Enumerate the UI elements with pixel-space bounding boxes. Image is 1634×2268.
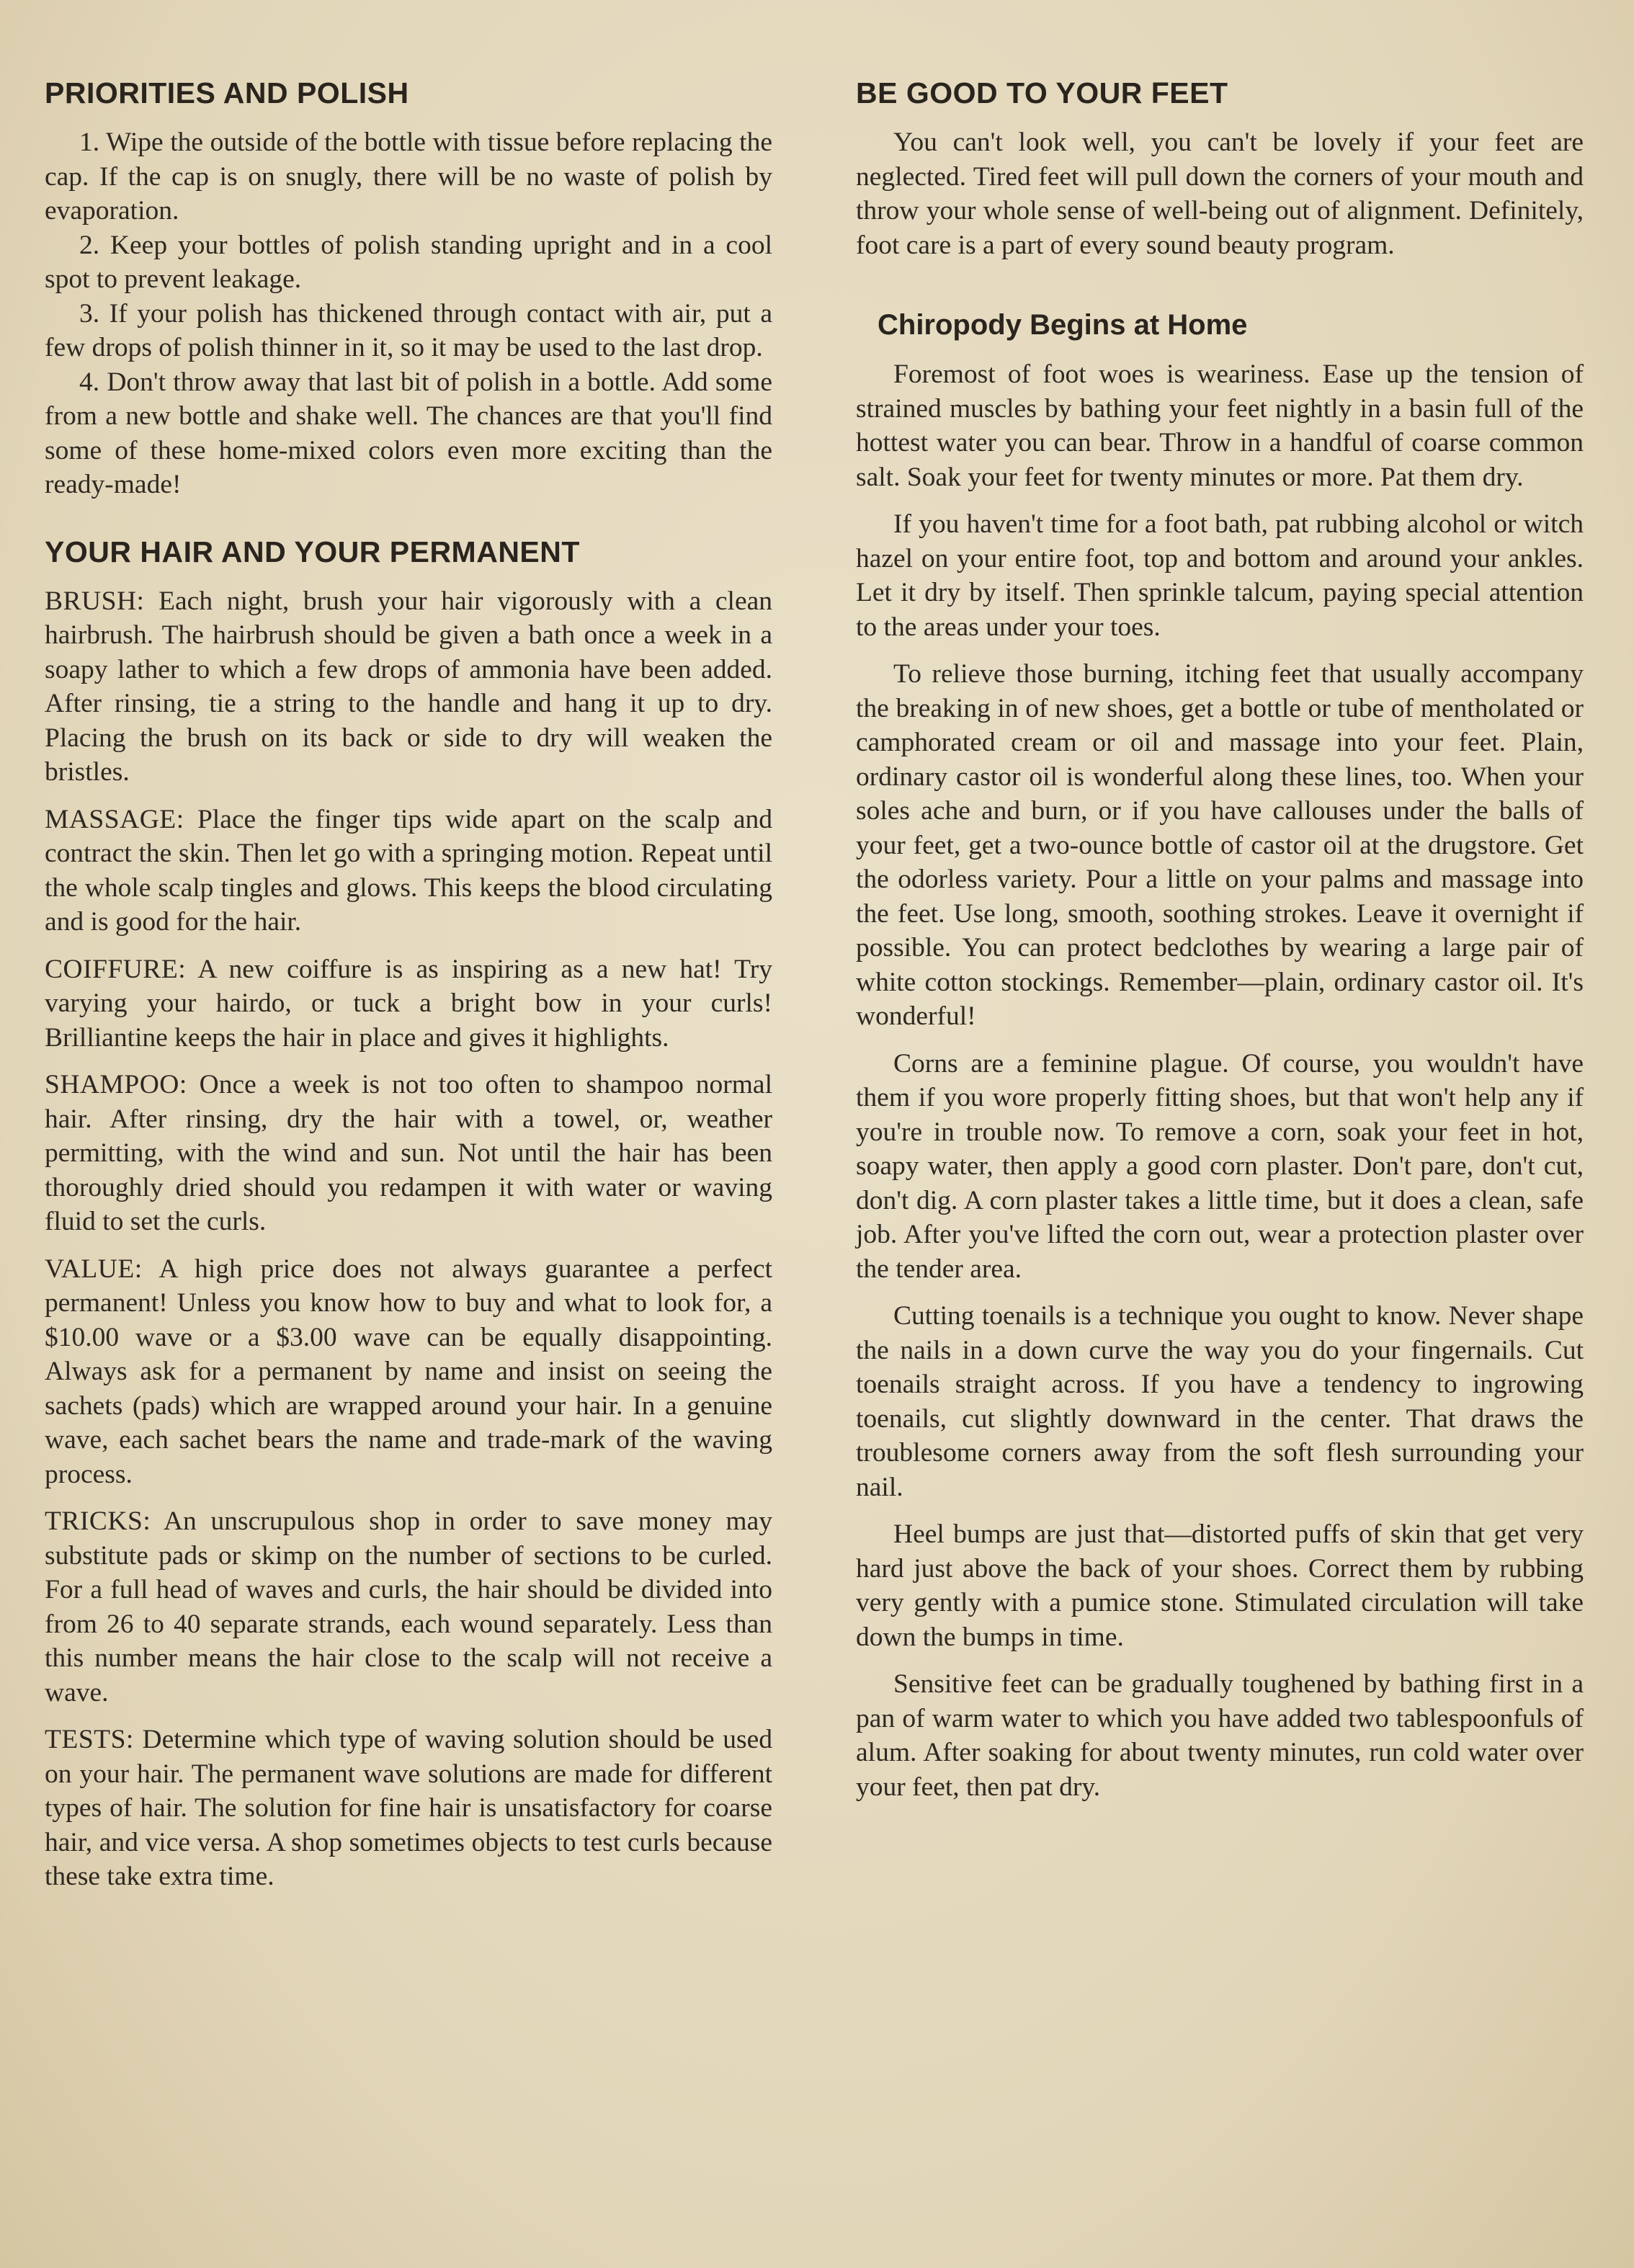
right-column [856, 75, 1584, 1817]
chiropody-paragraph: Cutting toenails is a technique you ought to know. Never shape the nails in a down curve the way you do your fingernails. Cut toenails straight across. If you have a tendency to ingrowing toenails, cut slightly downward in the center. That draws the troublesome corners away from the soft flesh surrounding your nail. [856, 1301, 1584, 1502]
hair-entry-massage [45, 803, 772, 939]
priorities-section [45, 75, 772, 502]
hair-entry-coiffure [45, 952, 772, 1055]
chiropody-paragraph: Sensitive feet can be gradually toughened by bathing first in a pan of warm water to which you have added two tablespoonfuls of alum. After soaking for about twenty minutes, run cold water over your feet, then pat dry. [856, 1669, 1584, 1802]
priorities-list [45, 125, 772, 502]
priorities-heading: PRIORITIES AND POLISH [45, 76, 409, 110]
hair-entry-text: Once a week is not too often to shampoo normal hair. After rinsing, dry the hair with a towel, or, weather permitting, with the wind and sun. Not until the hair has been thoroughly dried should you redampen it with water or waving fluid to set the curls. [45, 1070, 772, 1236]
hair-entry-text: Determine which type of waving solution should be used on your hair. The permanent wave solutions are made for different types of hair. The solution for fine hair is unsatisfactory for coarse hair, and vice versa. A shop sometimes objects to test curls because these take extra time. [45, 1725, 772, 1891]
hair-entry-term: TESTS: [45, 1725, 134, 1754]
section-spacer [45, 502, 772, 534]
hair-entry-term: SHAMPOO: [45, 1070, 187, 1099]
chiropody-paragraph: Corns are a feminine plague. Of course, you wouldn't have them if you wore properly fitting shoes, but that won't help any if you're in trouble now. To remove a corn, soak your feet in hot, soapy water, then apply a good corn plaster. Don't pare, don't cut, don't dig. A corn plaster takes a little time, but it does a clean, safe job. After you've lifted the corn out, wear a protection plaster over the tender area. [856, 1048, 1584, 1284]
chiropody-paragraph: To relieve those burning, itching feet that usually accompany the breaking in of new shoes, get a bottle or tube of mentholated or camphorated cream or oil and massage into your feet. Plain, ordinary castor oil is wonderful along these lines, too. When your soles ache and burn, or if you have callouses under the balls of your feet, get a two-ounce bottle of castor oil at the drugstore. Get the odorless variety. Pour a little on your palms and massage into the feet. Use long, smooth, soothing strokes. Leave it overnight if possible. You can protect bedclothes by wearing a large pair of white cotton stockings. Remember—plain, ordinary castor oil. It's wonderful! [856, 659, 1584, 1031]
hair-entry-term: COIFFURE: [45, 954, 187, 984]
hair-entry-term: MASSAGE: [45, 804, 184, 834]
hair-entry-tests [45, 1723, 772, 1894]
hair-entry-brush [45, 584, 772, 790]
hair-entry-text: Place the finger tips wide apart on the scalp and contract the skin. Then let go with a springing motion. Repeat until the whole scalp tingles and glows. This keeps the blood circulating and is good for the hair. [45, 804, 772, 937]
feet-intro: You can't look well, you can't be lovely if your feet are neglected. Tired feet will pull down the corners of your mouth and throw your whole sense of well-being out of alignment. Definitely, foot care is a part of every sound beauty program. [856, 128, 1584, 260]
priorities-item-1: 1. Wipe the outside of the bottle with tissue before replacing the cap. If the cap is on snugly, there will be no waste of polish by evaporation. [45, 128, 772, 226]
hair-entry-value [45, 1252, 772, 1492]
left-column [45, 75, 772, 1907]
priorities-item-3: 3. If your polish has thickened through contact with air, put a few drops of polish thinner in it, so it may be used to the last drop. [45, 298, 772, 362]
feet-section [856, 75, 1584, 262]
hair-entry-term: VALUE: [45, 1254, 143, 1284]
hair-entry-shampoo [45, 1068, 772, 1239]
hair-entry-term: BRUSH: [45, 586, 145, 616]
hair-entry-text: A high price does not always guarantee a perfect permanent! Unless you know how to buy and what to look for, a $10.00 wave or a $3.00 wave can be equally disappointing. Always ask for a permanent by name and insist on seeing the sachets (pads) which are wrapped around your hair. In a genuine wave, each sachet bears the name and trade-mark of the waving process. [45, 1254, 773, 1489]
chiropody-heading: Chiropody Begins at Home [878, 309, 1248, 341]
chiropody-paragraph: Foremost of foot woes is weariness. Ease up the tension of strained muscles by bathing your feet nightly in a basin full of the hottest water you can bear. Throw in a handful of coarse common salt. Soak your feet for twenty minutes or more. Pat them dry. [856, 360, 1584, 492]
hair-entry-term: TRICKS: [45, 1506, 151, 1536]
feet-heading: BE GOOD TO YOUR FEET [856, 76, 1228, 110]
hair-heading: YOUR HAIR AND YOUR PERMANENT [45, 535, 580, 568]
section-spacer [856, 275, 1584, 307]
chiropody-paragraph: If you haven't time for a foot bath, pat rubbing alcohol or witch hazel on your entire foot, top and bottom and around your ankles. Let it dry by itself. Then sprinkle talcum, paying special attention to the areas under your toes. [856, 509, 1584, 642]
hair-entry-tricks [45, 1504, 772, 1710]
hair-entry-text: Each night, brush your hair vigorously with a clean hairbrush. The hairbrush should be given a bath once a week in a soapy lather to which a few drops of ammonia have been added. After rinsing, tie a string to the handle and hang it up to dry. Placing the brush on its back or side to dry will weaken the bristles. [45, 586, 772, 787]
priorities-item-4: 4. Don't throw away that last bit of polish in a bottle. Add some from a new bottle and shake well. The chances are that you'll find some of these home-mixed colors even more exciting than the ready-made! [45, 367, 772, 499]
priorities-item-2: 2. Keep your bottles of polish standing upright and in a cool spot to prevent leakage. [45, 230, 772, 294]
chiropody-section [856, 307, 1584, 1804]
hair-section [45, 534, 772, 1894]
chiropody-paragraph: Heel bumps are just that—distorted puffs of skin that get very hard just above the back of your shoes. Correct them by rubbing very gently with a pumice stone. Stimulated circulation will take down the bumps in time. [856, 1519, 1584, 1652]
hair-entry-text: An unscrupulous shop in order to save money may substitute pads or skimp on the number of sections to be curled. For a full head of waves and curls, the hair should be divided into from 26 to 40 separate strands, each wound separately. Less than this number means the hair close to the scalp will not receive a wave. [45, 1506, 772, 1707]
hair-entry-text: A new coiffure is as inspiring as a new hat! Try varying your hairdo, or tuck a bright bow in your curls! Brilliantine keeps the hair in place and gives it highlights. [45, 954, 772, 1053]
